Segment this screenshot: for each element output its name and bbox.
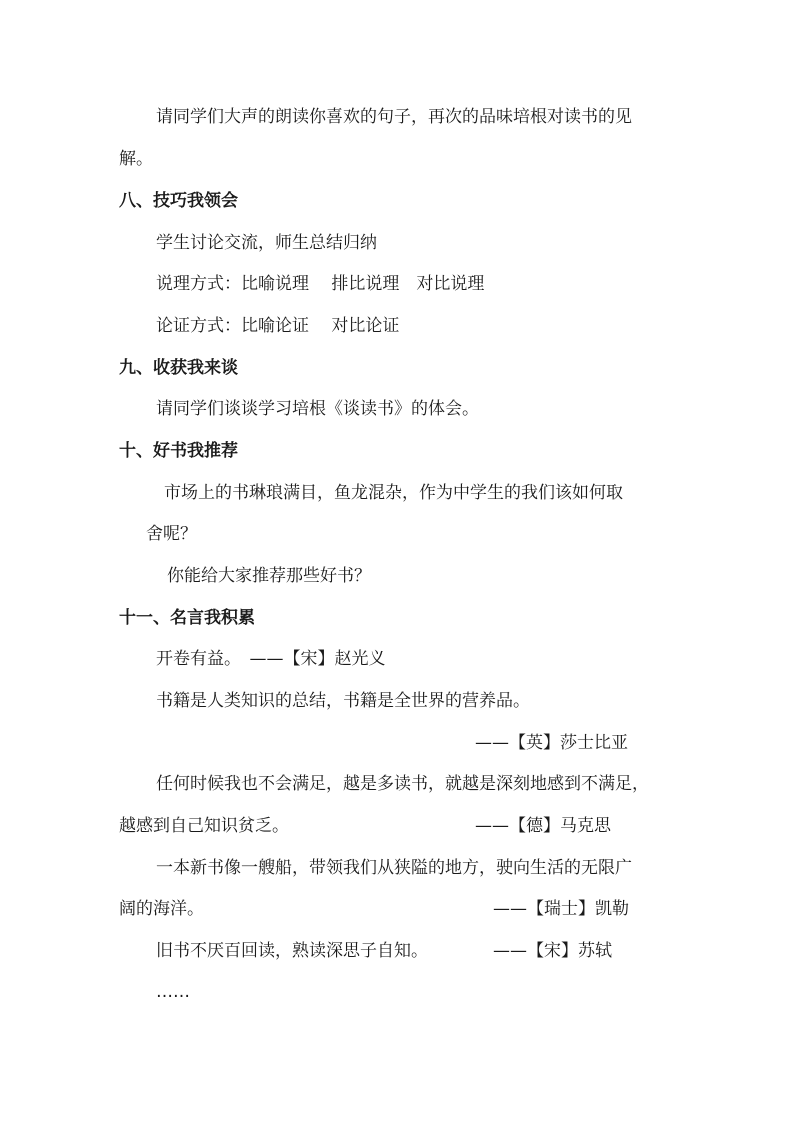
quote-3-line-1: 任何时候我也不会满足，越是多读书，就越是深刻地感到不满足， — [156, 774, 649, 794]
quote-4-line-1: 一本新书像一艘船，带领我们从狭隘的地方，驶向生活的无限广 — [156, 858, 632, 878]
recommend-line-2: 舍呢？ — [146, 524, 197, 544]
quote-5-author: ——【宋】苏轼 — [493, 941, 612, 961]
quote-4-line-2: 阔的海洋。 — [119, 899, 204, 919]
quote-2-author: ——【英】莎士比亚 — [475, 733, 628, 753]
quote-3-line-2: 越感到自己知识贫乏。 — [119, 816, 289, 836]
quote-2-text: 书籍是人类知识的总结，书籍是全世界的营养品。 — [156, 691, 530, 711]
quote-1: 开卷有益。 ——【宋】赵光义 — [156, 649, 386, 669]
skills-line-2: 说理方式：比喻说理 排比说理 对比说理 — [156, 274, 485, 294]
gains-line-1: 请同学们谈谈学习培根《谈读书》的体会。 — [156, 399, 479, 419]
quote-3-author: ——【德】马克思 — [475, 816, 611, 836]
ellipsis: …… — [156, 982, 190, 1002]
recommend-line-3: 你能给大家推荐那些好书？ — [167, 566, 371, 586]
quote-4-author: ——【瑞士】凯勒 — [493, 899, 629, 919]
section-heading-skills: 八、技巧我领会 — [119, 191, 238, 211]
intro-paragraph-line-2: 解。 — [119, 149, 153, 169]
skills-line-1: 学生讨论交流，师生总结归纳 — [156, 233, 377, 253]
quote-5-text: 旧书不厌百回读，熟读深思子自知。 — [156, 941, 428, 961]
section-heading-recommend: 十、好书我推荐 — [119, 441, 238, 461]
section-heading-gains: 九、收获我来谈 — [119, 358, 238, 378]
section-heading-quotes: 十一、名言我积累 — [119, 608, 255, 628]
skills-line-3: 论证方式：比喻论证 对比论证 — [156, 316, 400, 336]
intro-paragraph-line-1: 请同学们大声的朗读你喜欢的句子，再次的品味培根对读书的见 — [156, 107, 632, 127]
recommend-line-1: 市场上的书琳琅满目，鱼龙混杂，作为中学生的我们该如何取 — [164, 483, 623, 503]
